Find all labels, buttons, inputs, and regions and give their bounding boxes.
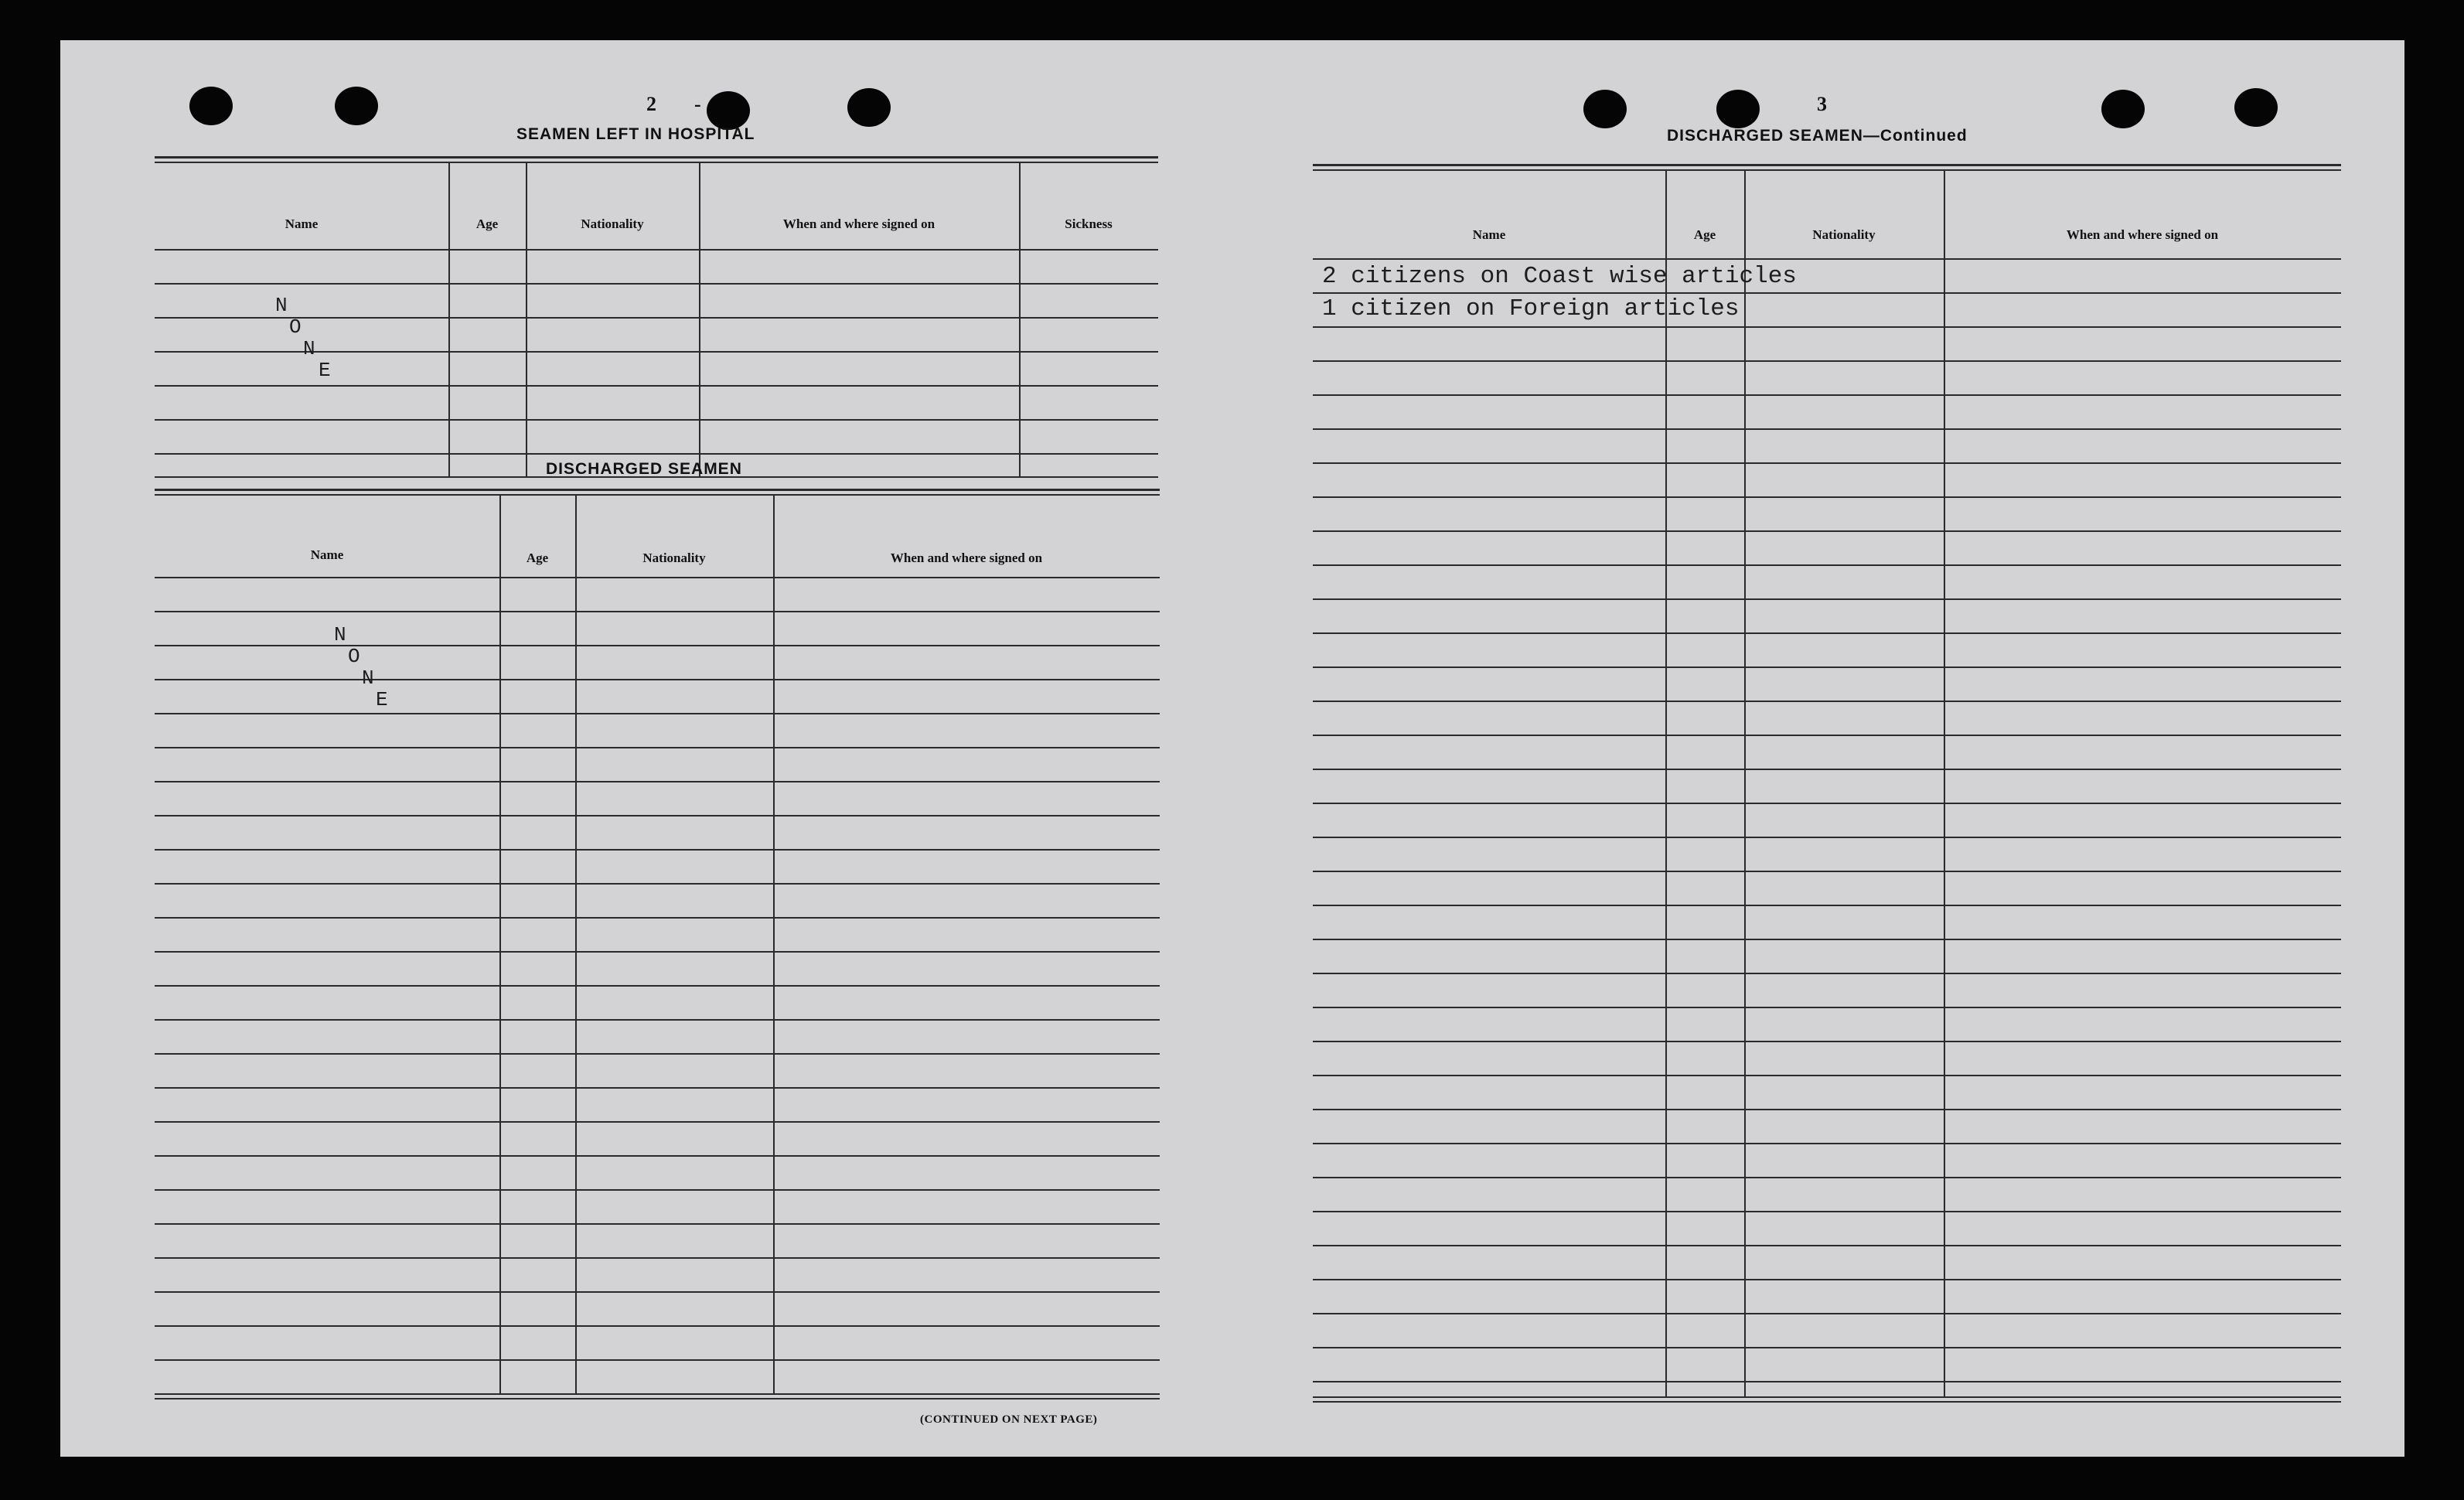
none-letter: N [334, 623, 346, 646]
discharged-col-signed-on: When and where signed on [890, 551, 1043, 565]
hospital-section-title: SEAMEN LEFT IN HOSPITAL [516, 125, 755, 143]
discharged-col-nationality: Nationality [642, 551, 706, 565]
discharged-table [155, 489, 1160, 1416]
punch-hole [1716, 90, 1760, 128]
hospital-col-signed-on: When and where signed on [782, 216, 936, 231]
right-section-title: DISCHARGED SEAMEN—Continued [1667, 127, 1968, 145]
left-page-number: 2 [646, 93, 656, 115]
discharged-col-name: Name [310, 547, 344, 562]
continued-note: (CONTINUED ON NEXT PAGE) [920, 1413, 1098, 1426]
none-letter: N [303, 337, 315, 360]
punch-hole [707, 91, 750, 130]
hospital-col-nationality: Nationality [581, 216, 644, 231]
none-letter: N [275, 294, 288, 317]
discharged-col-age: Age [526, 551, 549, 565]
punch-hole [1583, 90, 1627, 128]
none-letter: E [376, 688, 388, 711]
punch-hole [189, 87, 233, 125]
document-sheet [60, 40, 2404, 1457]
right-col-age: Age [1693, 227, 1716, 242]
typed-entry: 2 citizens on Coast wise articles [1322, 263, 1797, 290]
hospital-col-sickness: Sickness [1065, 216, 1113, 231]
hospital-table [155, 156, 1158, 479]
right-col-signed-on: When and where signed on [2066, 227, 2219, 242]
discharged-continued-table [1313, 164, 2341, 1444]
hospital-col-name: Name [285, 216, 319, 231]
punch-hole [2234, 88, 2278, 127]
typed-entry: 1 citizen on Foreign articles [1322, 295, 1740, 322]
punch-hole [847, 88, 891, 127]
right-col-nationality: Nationality [1812, 227, 1876, 242]
punch-hole [2101, 90, 2145, 128]
punch-hole [335, 87, 378, 125]
right-col-name: Name [1472, 227, 1506, 242]
left-page-number-mark: - [694, 93, 701, 115]
none-letter: E [319, 359, 331, 382]
discharged-section-title: DISCHARGED SEAMEN [546, 460, 742, 478]
none-letter: O [348, 645, 360, 668]
none-letter: N [362, 666, 374, 690]
none-letter: O [289, 315, 302, 339]
right-page-number: 3 [1817, 93, 1827, 115]
hospital-col-age: Age [475, 216, 499, 231]
